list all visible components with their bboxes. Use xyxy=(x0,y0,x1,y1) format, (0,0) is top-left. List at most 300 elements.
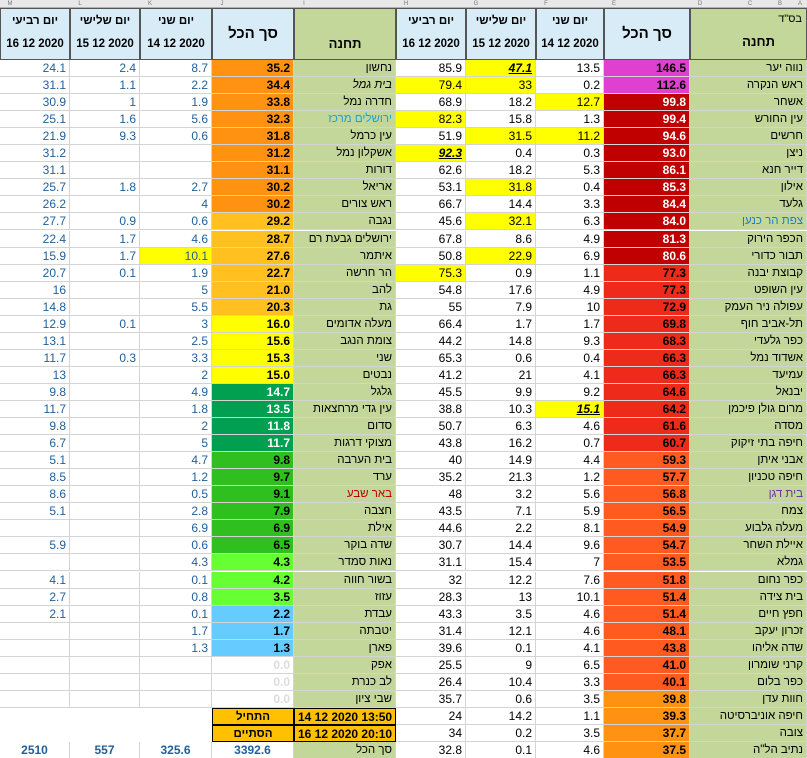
tue-cell[interactable] xyxy=(70,657,140,674)
tue-cell[interactable]: 9.3 xyxy=(70,128,140,145)
mon-cell[interactable]: 4.6 xyxy=(140,231,212,248)
total-cell[interactable]: 93.0 xyxy=(604,145,690,162)
total-cell[interactable]: 51.4 xyxy=(604,606,690,623)
station-name[interactable]: תבור כדורי xyxy=(690,248,807,265)
total-cell[interactable]: 15.3 xyxy=(212,350,294,367)
column-letter[interactable]: K xyxy=(147,1,152,7)
mon-cell[interactable]: 9.2 xyxy=(536,384,604,401)
tue-cell[interactable]: 0.3 xyxy=(70,350,140,367)
start-time[interactable]: 14 12 2020 13:50 xyxy=(294,708,396,725)
mon-cell[interactable] xyxy=(140,674,212,691)
tue-cell[interactable] xyxy=(70,145,140,162)
total-cell[interactable]: 15.6 xyxy=(212,333,294,350)
wed-cell[interactable]: 38.8 xyxy=(396,401,466,418)
wed-cell[interactable]: 26.2 xyxy=(0,196,70,213)
total-cell[interactable]: 33.8 xyxy=(212,94,294,111)
station-name[interactable]: בית הערבה xyxy=(294,452,396,469)
total-cell[interactable]: 34.4 xyxy=(212,77,294,94)
tue-cell[interactable]: 2.2 xyxy=(466,520,536,537)
total-cell[interactable]: 37.5 xyxy=(604,742,690,758)
station-name[interactable]: שני xyxy=(294,350,396,367)
wed-cell[interactable]: 53.1 xyxy=(396,179,466,196)
station-name[interactable]: ערד xyxy=(294,469,396,486)
tue-cell[interactable]: 13 xyxy=(466,589,536,606)
total-cell[interactable]: 1.3 xyxy=(212,640,294,657)
total-cell[interactable]: 40.1 xyxy=(604,674,690,691)
tue-cell[interactable]: 7.1 xyxy=(466,503,536,520)
wed-cell[interactable]: 30.9 xyxy=(0,94,70,111)
total-cell[interactable]: 35.2 xyxy=(212,60,294,77)
total-cell[interactable]: 28.7 xyxy=(212,231,294,248)
tue-cell[interactable]: 0.1 xyxy=(466,640,536,657)
total-cell[interactable]: 16.0 xyxy=(212,316,294,333)
station-name[interactable]: בית דגן xyxy=(690,486,807,503)
station-name[interactable]: אילון xyxy=(690,179,807,196)
mon-cell[interactable]: 10.1 xyxy=(536,589,604,606)
mon-cell[interactable]: 4 xyxy=(140,196,212,213)
station-name[interactable]: פארן xyxy=(294,640,396,657)
station-name[interactable]: הר חרשה xyxy=(294,265,396,282)
wed-cell[interactable]: 85.9 xyxy=(396,60,466,77)
tue-cell[interactable]: 21.3 xyxy=(466,469,536,486)
wed-cell[interactable]: 75.3 xyxy=(396,265,466,282)
wed-cell[interactable]: 27.7 xyxy=(0,213,70,230)
total-cell[interactable]: 61.6 xyxy=(604,418,690,435)
tue-cell[interactable] xyxy=(70,503,140,520)
station-name[interactable]: נחשון xyxy=(294,60,396,77)
mon-cell[interactable]: 5.5 xyxy=(140,299,212,316)
tue-cell[interactable] xyxy=(70,674,140,691)
total-cell[interactable]: 1.7 xyxy=(212,623,294,640)
mon-cell[interactable]: 1.3 xyxy=(536,111,604,128)
tue-cell[interactable]: 33 xyxy=(466,77,536,94)
mon-cell[interactable]: 0.1 xyxy=(140,572,212,589)
mon-cell[interactable]: 3.5 xyxy=(536,691,604,708)
mon-cell[interactable]: 0.3 xyxy=(536,145,604,162)
wed-cell[interactable]: 62.6 xyxy=(396,162,466,179)
mon-cell[interactable]: 0.4 xyxy=(536,179,604,196)
wed-cell[interactable]: 35.7 xyxy=(396,691,466,708)
header-station-right[interactable] xyxy=(690,8,807,60)
tue-cell[interactable]: 12.1 xyxy=(466,623,536,640)
total-cell[interactable]: 21.0 xyxy=(212,282,294,299)
station-name[interactable]: עמיעד xyxy=(690,367,807,384)
tue-cell[interactable] xyxy=(70,640,140,657)
header-tue-left[interactable] xyxy=(70,8,140,60)
mon-cell[interactable]: 0.8 xyxy=(140,589,212,606)
tue-cell[interactable]: 10.4 xyxy=(466,674,536,691)
wed-cell[interactable]: 12.9 xyxy=(0,316,70,333)
tue-cell[interactable]: 14.2 xyxy=(466,708,536,725)
station-name[interactable]: אריאל xyxy=(294,179,396,196)
mon-cell[interactable]: 3.3 xyxy=(140,350,212,367)
wed-cell[interactable]: 43.3 xyxy=(396,606,466,623)
mon-cell[interactable]: 4.4 xyxy=(536,452,604,469)
tue-cell[interactable]: 14.4 xyxy=(466,537,536,554)
wed-cell[interactable]: 2.7 xyxy=(0,589,70,606)
station-name[interactable]: גת xyxy=(294,299,396,316)
tue-cell[interactable]: 14.9 xyxy=(466,452,536,469)
mon-cell[interactable] xyxy=(140,657,212,674)
tue-cell[interactable]: 0.2 xyxy=(466,725,536,742)
tue-cell[interactable]: 3.5 xyxy=(466,606,536,623)
wed-cell[interactable]: 8.5 xyxy=(0,469,70,486)
mon-cell[interactable]: 1.9 xyxy=(140,265,212,282)
mon-cell[interactable] xyxy=(140,162,212,179)
total-cell[interactable]: 43.8 xyxy=(604,640,690,657)
total-cell[interactable]: 4.3 xyxy=(212,554,294,571)
wed-cell[interactable]: 39.6 xyxy=(396,640,466,657)
total-cell[interactable]: 85.3 xyxy=(604,179,690,196)
total-cell[interactable]: 32.3 xyxy=(212,111,294,128)
wed-cell[interactable]: 5.1 xyxy=(0,503,70,520)
end-time[interactable]: 16 12 2020 20:10 xyxy=(294,725,396,742)
mon-cell[interactable]: 4.9 xyxy=(140,384,212,401)
total-cell[interactable]: 22.7 xyxy=(212,265,294,282)
tue-cell[interactable]: 15.4 xyxy=(466,554,536,571)
mon-cell[interactable]: 4.1 xyxy=(536,640,604,657)
station-name[interactable]: צובה xyxy=(690,725,807,742)
grand-total[interactable]: 3392.6 xyxy=(212,742,294,758)
wed-cell[interactable]: 66.4 xyxy=(396,316,466,333)
total-cell[interactable]: 7.9 xyxy=(212,503,294,520)
total-cell[interactable]: 72.9 xyxy=(604,299,690,316)
tue-cell[interactable]: 0.1 xyxy=(466,742,536,758)
station-name[interactable]: שדה אליהו xyxy=(690,640,807,657)
tue-cell[interactable]: 14.4 xyxy=(466,196,536,213)
wed-cell[interactable]: 11.7 xyxy=(0,401,70,418)
mon-cell[interactable]: 2.5 xyxy=(140,333,212,350)
mon-cell[interactable]: 0.7 xyxy=(536,435,604,452)
mon-cell[interactable]: 6.9 xyxy=(536,248,604,265)
wed-cell[interactable] xyxy=(0,520,70,537)
tue-cell[interactable]: 9 xyxy=(466,657,536,674)
column-letter[interactable]: E xyxy=(611,1,616,7)
station-name[interactable]: נווה יער xyxy=(690,60,807,77)
wed-cell[interactable]: 43.8 xyxy=(396,435,466,452)
wed-cell[interactable]: 4.1 xyxy=(0,572,70,589)
total-cell[interactable]: 27.6 xyxy=(212,248,294,265)
wed-cell[interactable]: 50.8 xyxy=(396,248,466,265)
wed-cell[interactable] xyxy=(0,674,70,691)
station-name[interactable]: מצוקי דרגות xyxy=(294,435,396,452)
mon-cell[interactable]: 3.3 xyxy=(536,674,604,691)
station-name[interactable]: נתיב הל"ה xyxy=(690,742,807,758)
total-cell[interactable]: 80.6 xyxy=(604,248,690,265)
station-name[interactable]: חוות עדן xyxy=(690,691,807,708)
mon-cell[interactable]: 4.6 xyxy=(536,623,604,640)
header-total-left[interactable]: סך הכל xyxy=(212,8,294,60)
wed-cell[interactable]: 26.4 xyxy=(396,674,466,691)
station-name[interactable]: עזוז xyxy=(294,589,396,606)
total-cell[interactable]: 37.7 xyxy=(604,725,690,742)
total-cell[interactable]: 0.0 xyxy=(212,691,294,708)
wed-cell[interactable]: 25.7 xyxy=(0,179,70,196)
column-letter[interactable]: F xyxy=(544,1,548,7)
total-cell[interactable]: 77.3 xyxy=(604,265,690,282)
station-name[interactable]: זכרון יעקב xyxy=(690,623,807,640)
station-name[interactable]: צומת הנגב xyxy=(294,333,396,350)
station-name[interactable]: חדרה נמל xyxy=(294,94,396,111)
column-letter[interactable]: A xyxy=(797,1,802,7)
wed-cell[interactable] xyxy=(0,554,70,571)
tue-cell[interactable]: 9.9 xyxy=(466,384,536,401)
column-letter[interactable]: J xyxy=(220,1,224,7)
wed-cell[interactable]: 14.8 xyxy=(0,299,70,316)
tue-cell[interactable]: 1.8 xyxy=(70,179,140,196)
wed-cell[interactable]: 11.7 xyxy=(0,350,70,367)
total-cell[interactable]: 6.9 xyxy=(212,520,294,537)
total-cell[interactable]: 9.7 xyxy=(212,469,294,486)
total-cell[interactable]: 94.6 xyxy=(604,128,690,145)
wed-cell[interactable]: 24.1 xyxy=(0,60,70,77)
total-cell[interactable]: 4.2 xyxy=(212,572,294,589)
station-name[interactable]: עפולה ניר העמק xyxy=(690,299,807,316)
station-name[interactable]: עבדת xyxy=(294,606,396,623)
total-cell[interactable]: 3.5 xyxy=(212,589,294,606)
total-cell[interactable]: 68.3 xyxy=(604,333,690,350)
station-name[interactable]: ניצן xyxy=(690,145,807,162)
station-name[interactable]: חיפה אוניברסיטה xyxy=(690,708,807,725)
mon-cell[interactable]: 1.7 xyxy=(140,623,212,640)
wed-cell[interactable]: 55 xyxy=(396,299,466,316)
mon-cell[interactable]: 0.5 xyxy=(140,486,212,503)
mon-cell[interactable]: 6.5 xyxy=(536,657,604,674)
column-letter[interactable]: D xyxy=(697,1,703,7)
station-name[interactable]: מסדה xyxy=(690,418,807,435)
mon-cell[interactable]: 0.1 xyxy=(140,606,212,623)
mon-cell[interactable]: 4.6 xyxy=(536,742,604,758)
total-cell[interactable]: 51.4 xyxy=(604,589,690,606)
tue-cell[interactable]: 2.4 xyxy=(70,60,140,77)
wed-cell[interactable]: 82.3 xyxy=(396,111,466,128)
mon-cell[interactable]: 2.8 xyxy=(140,503,212,520)
wed-cell[interactable]: 25.5 xyxy=(396,657,466,674)
tue-cell[interactable]: 32.1 xyxy=(466,213,536,230)
header-station-left[interactable]: תחנה xyxy=(294,8,396,60)
mon-cell[interactable]: 1.1 xyxy=(536,265,604,282)
tue-cell[interactable] xyxy=(70,572,140,589)
station-name[interactable]: חצבה xyxy=(294,503,396,520)
total-cell[interactable]: 20.3 xyxy=(212,299,294,316)
header-tue-right[interactable] xyxy=(466,8,536,60)
wed-cell[interactable]: 5.9 xyxy=(0,537,70,554)
total-cell[interactable]: 39.8 xyxy=(604,691,690,708)
tue-cell[interactable]: 18.2 xyxy=(466,162,536,179)
mon-cell[interactable]: 4.9 xyxy=(536,231,604,248)
header-wed-left[interactable] xyxy=(0,8,70,60)
station-name[interactable]: באר שבע xyxy=(294,486,396,503)
wed-cell[interactable]: 51.9 xyxy=(396,128,466,145)
mon-cell[interactable]: 1.9 xyxy=(140,94,212,111)
tue-cell[interactable] xyxy=(70,554,140,571)
wed-cell[interactable]: 31.4 xyxy=(396,623,466,640)
total-cell[interactable]: 15.0 xyxy=(212,367,294,384)
total-cell[interactable]: 6.5 xyxy=(212,537,294,554)
mon-cell[interactable]: 9.3 xyxy=(536,333,604,350)
mon-cell[interactable]: 13.5 xyxy=(536,60,604,77)
tue-cell[interactable] xyxy=(70,435,140,452)
total-cell[interactable]: 77.3 xyxy=(604,282,690,299)
station-name[interactable]: איתמר xyxy=(294,248,396,265)
wed-cell[interactable]: 43.5 xyxy=(396,503,466,520)
wed-cell[interactable]: 5.1 xyxy=(0,452,70,469)
wed-cell[interactable]: 13 xyxy=(0,367,70,384)
tue-cell[interactable]: 17.6 xyxy=(466,282,536,299)
wed-cell[interactable]: 8.6 xyxy=(0,486,70,503)
wed-cell[interactable]: 31.1 xyxy=(0,77,70,94)
station-name[interactable]: צפת הר כנען xyxy=(690,213,807,230)
wed-cell[interactable]: 20.7 xyxy=(0,265,70,282)
wed-cell[interactable]: 35.2 xyxy=(396,469,466,486)
wed-cell[interactable]: 45.6 xyxy=(396,213,466,230)
total-cell[interactable]: 54.9 xyxy=(604,520,690,537)
station-name[interactable]: שדה בוקר xyxy=(294,537,396,554)
wed-cell[interactable]: 44.6 xyxy=(396,520,466,537)
wed-cell[interactable]: 50.7 xyxy=(396,418,466,435)
total-cell[interactable]: 99.8 xyxy=(604,94,690,111)
total-cell[interactable]: 48.1 xyxy=(604,623,690,640)
station-name[interactable]: ראש הנקרה xyxy=(690,77,807,94)
total-cell[interactable]: 39.3 xyxy=(604,708,690,725)
tue-cell[interactable]: 0.1 xyxy=(70,265,140,282)
wed-cell[interactable]: 66.7 xyxy=(396,196,466,213)
mon-cell[interactable]: 5.3 xyxy=(536,162,604,179)
column-letter[interactable]: G xyxy=(473,1,479,7)
tue-cell[interactable] xyxy=(70,537,140,554)
tue-cell[interactable]: 0.9 xyxy=(70,213,140,230)
column-letter[interactable]: I xyxy=(303,1,305,7)
total-cell[interactable]: 66.3 xyxy=(604,350,690,367)
tue-cell[interactable]: 18.2 xyxy=(466,94,536,111)
wed-cell[interactable]: 13.1 xyxy=(0,333,70,350)
wed-cell[interactable]: 67.8 xyxy=(396,231,466,248)
total-cell[interactable]: 84.4 xyxy=(604,196,690,213)
tue-cell[interactable]: 31.5 xyxy=(466,128,536,145)
wed-cell[interactable]: 41.2 xyxy=(396,367,466,384)
tue-cell[interactable] xyxy=(70,691,140,708)
total-cell[interactable]: 84.0 xyxy=(604,213,690,230)
mon-cell[interactable]: 1.2 xyxy=(536,469,604,486)
tue-cell[interactable] xyxy=(70,367,140,384)
mon-cell[interactable]: 5.6 xyxy=(536,486,604,503)
station-name[interactable]: כפר גלעדי xyxy=(690,333,807,350)
station-name[interactable]: בית גמל xyxy=(294,77,396,94)
station-name[interactable]: להב xyxy=(294,282,396,299)
mon-cell[interactable]: 0.6 xyxy=(140,537,212,554)
mon-cell[interactable]: 1.8 xyxy=(140,401,212,418)
total-cell[interactable]: 86.1 xyxy=(604,162,690,179)
tue-cell[interactable] xyxy=(70,384,140,401)
total-cell[interactable]: 31.2 xyxy=(212,145,294,162)
total-cell[interactable]: 31.1 xyxy=(212,162,294,179)
total-cell[interactable]: 29.2 xyxy=(212,213,294,230)
station-name[interactable]: קרני שומרון xyxy=(690,657,807,674)
tue-cell[interactable]: 31.8 xyxy=(466,179,536,196)
tue-cell[interactable]: 3.2 xyxy=(466,486,536,503)
station-name[interactable]: אשחר xyxy=(690,94,807,111)
tue-cell[interactable]: 12.2 xyxy=(466,572,536,589)
wed-cell[interactable]: 48 xyxy=(396,486,466,503)
mon-cell[interactable]: 6.9 xyxy=(140,520,212,537)
total-cell[interactable]: 30.2 xyxy=(212,196,294,213)
tue-cell[interactable]: 22.9 xyxy=(466,248,536,265)
station-name[interactable]: נאות סמדר xyxy=(294,554,396,571)
total-cell[interactable]: 81.3 xyxy=(604,231,690,248)
mon-cell[interactable]: 4.1 xyxy=(536,367,604,384)
tue-cell[interactable]: 1.7 xyxy=(466,316,536,333)
station-name[interactable]: בשור חווה xyxy=(294,572,396,589)
tue-cell[interactable] xyxy=(70,162,140,179)
station-name[interactable]: מרום גולן פיכמן xyxy=(690,401,807,418)
tue-cell[interactable]: 16.2 xyxy=(466,435,536,452)
tue-cell[interactable]: 15.8 xyxy=(466,111,536,128)
mon-cell[interactable]: 0.4 xyxy=(536,350,604,367)
wed-cell[interactable] xyxy=(0,640,70,657)
total-cell[interactable]: 60.7 xyxy=(604,435,690,452)
station-name[interactable]: שבי ציון xyxy=(294,691,396,708)
wed-cell[interactable] xyxy=(0,623,70,640)
station-name[interactable]: איילת השחר xyxy=(690,537,807,554)
station-name[interactable]: דורות xyxy=(294,162,396,179)
station-name[interactable]: לב כנרת xyxy=(294,674,396,691)
tue-cell[interactable] xyxy=(70,520,140,537)
mon-cell[interactable]: 0.6 xyxy=(140,128,212,145)
wed-cell[interactable] xyxy=(0,691,70,708)
station-name[interactable]: בית צידה xyxy=(690,589,807,606)
station-name[interactable]: כפר נחום xyxy=(690,572,807,589)
total-cell[interactable]: 0.0 xyxy=(212,674,294,691)
mon-cell[interactable]: 12.7 xyxy=(536,94,604,111)
end-label[interactable]: הסתיים xyxy=(212,725,294,742)
station-name[interactable]: דייר חנא xyxy=(690,162,807,179)
mon-cell[interactable]: 1.1 xyxy=(536,708,604,725)
mon-cell[interactable]: 5 xyxy=(140,435,212,452)
station-name[interactable]: גלגל xyxy=(294,384,396,401)
wed-cell[interactable]: 9.8 xyxy=(0,418,70,435)
station-name[interactable]: חיפה בתי זיקוק xyxy=(690,435,807,452)
total-cell[interactable]: 51.8 xyxy=(604,572,690,589)
mon-cell[interactable]: 4.9 xyxy=(536,282,604,299)
station-name[interactable]: יבנאל xyxy=(690,384,807,401)
total-cell[interactable]: 56.8 xyxy=(604,486,690,503)
tue-cell[interactable] xyxy=(70,486,140,503)
header-mon-right[interactable] xyxy=(536,8,604,60)
wed-cell[interactable]: 32 xyxy=(396,572,466,589)
header-mon-left[interactable] xyxy=(140,8,212,60)
tue-cell[interactable] xyxy=(70,623,140,640)
total-cell[interactable]: 64.2 xyxy=(604,401,690,418)
wed-cell[interactable]: 24 xyxy=(396,708,466,725)
total-cell[interactable]: 57.7 xyxy=(604,469,690,486)
tue-cell[interactable] xyxy=(70,469,140,486)
station-name[interactable]: סדום xyxy=(294,418,396,435)
total-cell[interactable]: 66.3 xyxy=(604,367,690,384)
mon-cell[interactable]: 4.3 xyxy=(140,554,212,571)
station-name[interactable]: אפק xyxy=(294,657,396,674)
total-cell[interactable]: 30.2 xyxy=(212,179,294,196)
tue-cell[interactable] xyxy=(70,196,140,213)
station-name[interactable]: ירושלים מרכז xyxy=(294,111,396,128)
wed-total[interactable]: 2510 xyxy=(0,742,70,758)
wed-cell[interactable]: 40 xyxy=(396,452,466,469)
total-cell[interactable]: 146.5 xyxy=(604,60,690,77)
station-name[interactable]: עין גדי מרחצאות xyxy=(294,401,396,418)
mon-cell[interactable]: 0.6 xyxy=(140,213,212,230)
station-name[interactable]: נגבה xyxy=(294,213,396,230)
total-cell[interactable]: 9.8 xyxy=(212,452,294,469)
column-letter[interactable]: H xyxy=(403,1,409,7)
